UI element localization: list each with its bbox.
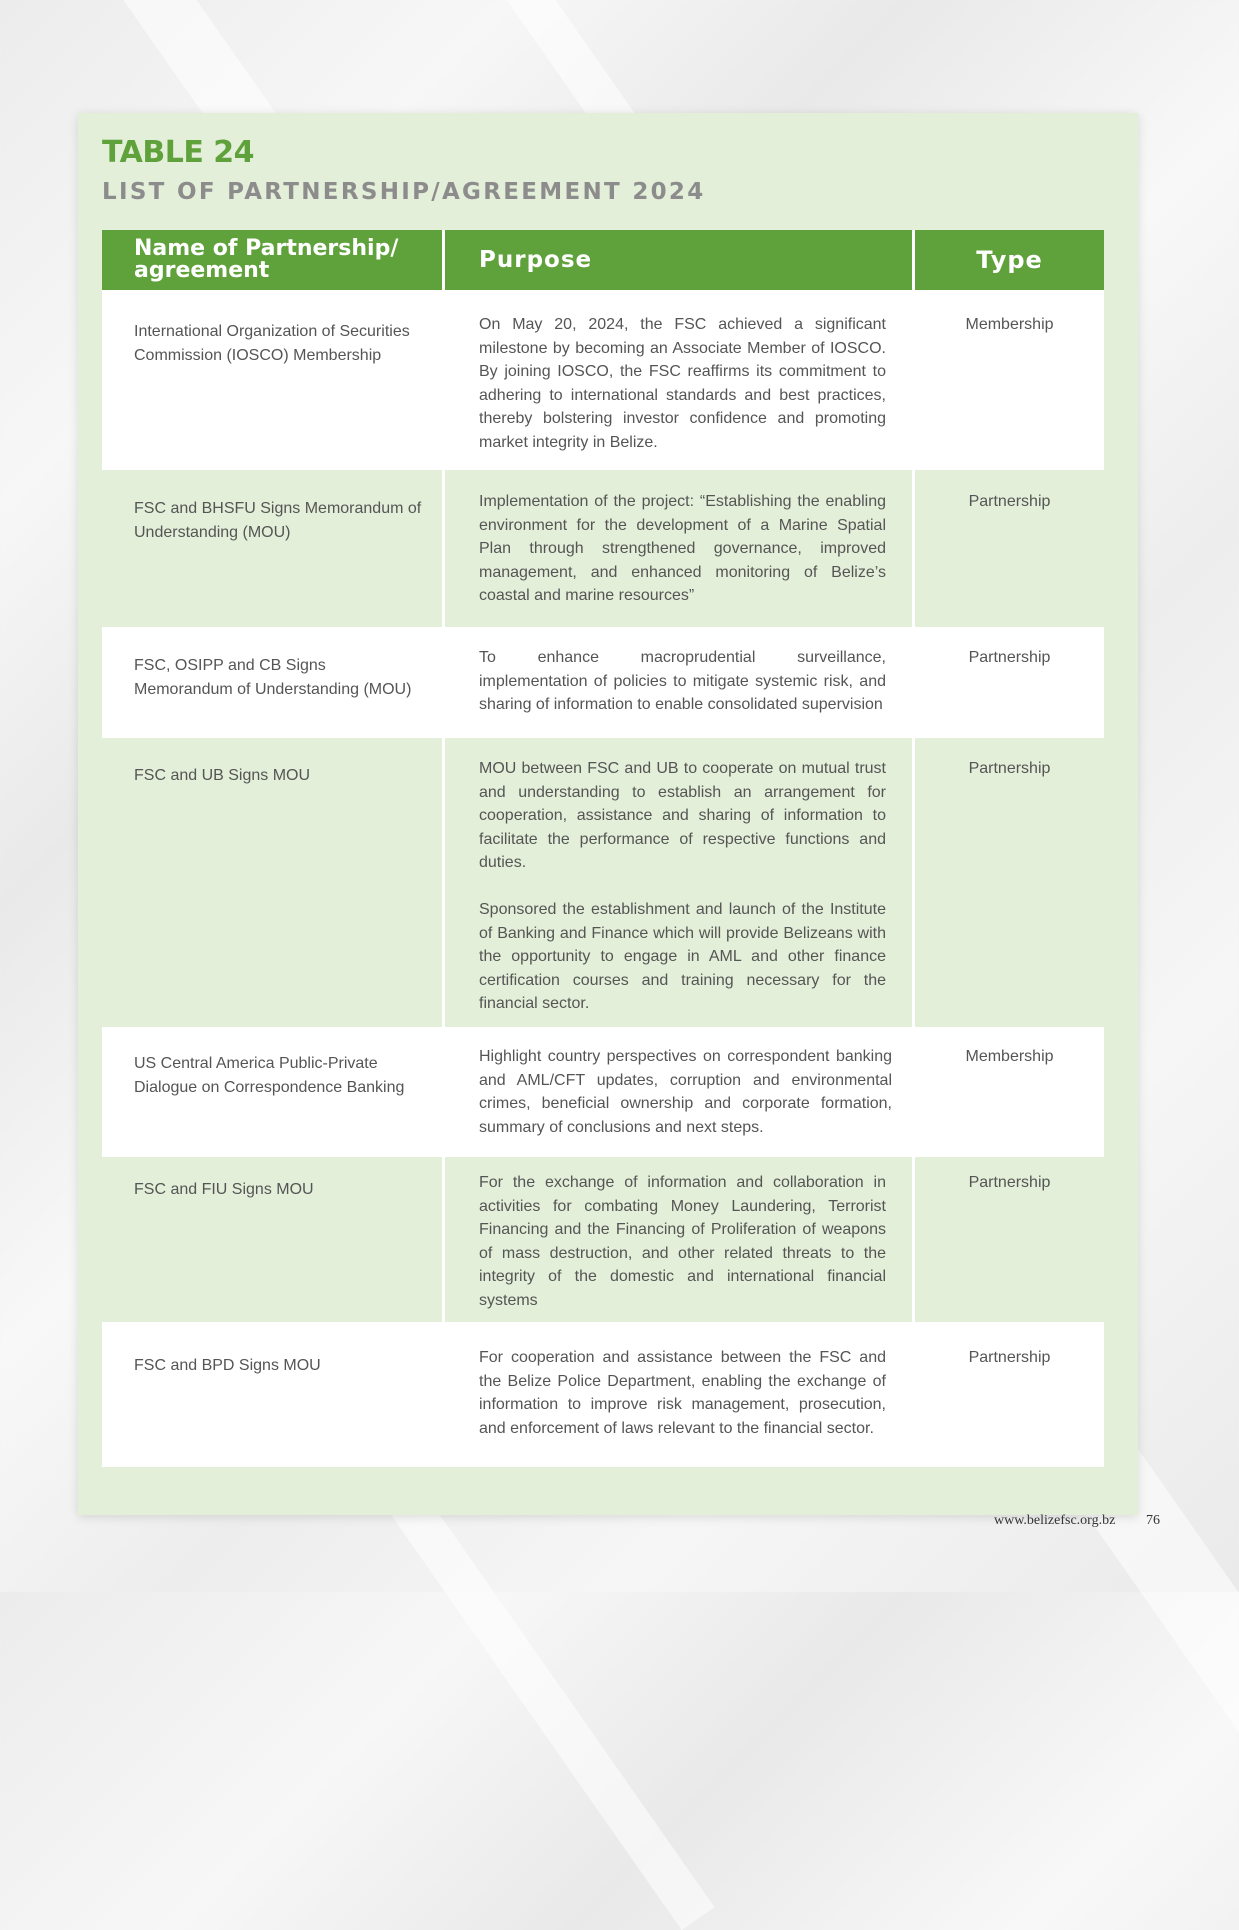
row-type: Partnership	[915, 630, 1104, 735]
row-type: Partnership	[915, 470, 1104, 627]
page-number: 76	[1146, 1513, 1160, 1528]
row-type: Partnership	[915, 1325, 1104, 1467]
row-name: FSC and UB Signs MOU	[102, 738, 442, 1027]
row-purpose-paragraph: MOU between FSC and UB to cooperate on mutual trust and understanding to establish an arrangement for cooperation, assistance and sharing of information to facilitate the performance of respective functions and duties.	[479, 760, 886, 871]
row-purpose: Implementation of the project: “Establishing the enabling environment for the development of a Marine Spatial Plan through strengthened governance, improved management, and enhanced monitoring of Belize’s coastal and marine resources”	[445, 470, 912, 627]
row-purpose	[445, 738, 912, 1027]
column-header-name	[102, 230, 442, 290]
column-header-name-line1: Name of Partnership/	[134, 236, 399, 261]
row-type: Membership	[915, 1030, 1104, 1154]
row-type: Partnership	[915, 1157, 1104, 1322]
row-name: US Central America Public-Private Dialogue on Correspondence Banking	[102, 1030, 442, 1154]
row-name: FSC, OSIPP and CB Signs Memorandum of Understanding (MOU)	[102, 630, 442, 735]
partnership-table	[102, 230, 1104, 1467]
row-purpose: To enhance macroprudential surveillance, implementation of policies to mitigate systemic risk, and sharing of information to enable consolidated supervision	[445, 630, 912, 735]
row-name: FSC and FIU Signs MOU	[102, 1157, 442, 1322]
row-purpose: For cooperation and assistance between the FSC and the Belize Police Department, enabling the exchange of information to improve risk management, prosecution, and enforcement of laws relevant to the financial sector.	[445, 1325, 912, 1467]
row-purpose-paragraph: Sponsored the establishment and launch of the Institute of Banking and Finance which will provide Belizeans with the opportunity to engage in AML and other finance certification courses and training necessary for the financial sector.	[479, 901, 886, 1012]
row-purpose: Highlight country perspectives on correspondent banking and AML/CFT updates, corruption and environmental crimes, beneficial ownership and corporate formation, summary of conclusions and next steps.	[445, 1030, 912, 1154]
table-panel	[78, 113, 1138, 1515]
website-url: www.belizefsc.org.bz	[994, 1513, 1116, 1528]
row-type: Membership	[915, 293, 1104, 467]
column-header-name-line2: agreement	[134, 258, 270, 283]
column-header-type: Type	[915, 230, 1104, 290]
row-type: Partnership	[915, 738, 1104, 1027]
table-number: TABLE 24	[102, 135, 255, 170]
row-name: International Organization of Securities Commission (IOSCO) Membership	[102, 293, 442, 467]
column-header-purpose: Purpose	[445, 230, 912, 290]
paragraph-gap	[479, 875, 886, 899]
row-purpose: For the exchange of information and collaboration in activities for combating Money Laundering, Terrorist Financing and the Financing of Proliferation of weapons of mass destruction, and other related threats to the integrity of the domestic and international financial systems	[445, 1157, 912, 1322]
table-title: LIST OF PARTNERSHIP/AGREEMENT 2024	[102, 179, 706, 205]
row-name: FSC and BHSFU Signs Memorandum of Understanding (MOU)	[102, 470, 442, 627]
row-name: FSC and BPD Signs MOU	[102, 1325, 442, 1467]
row-purpose: On May 20, 2024, the FSC achieved a significant milestone by becoming an Associate Member of IOSCO. By joining IOSCO, the FSC reaffirms its commitment to adhering to international standards and best practices, thereby bolstering investor confidence and promoting market integrity in Belize.	[445, 293, 912, 467]
